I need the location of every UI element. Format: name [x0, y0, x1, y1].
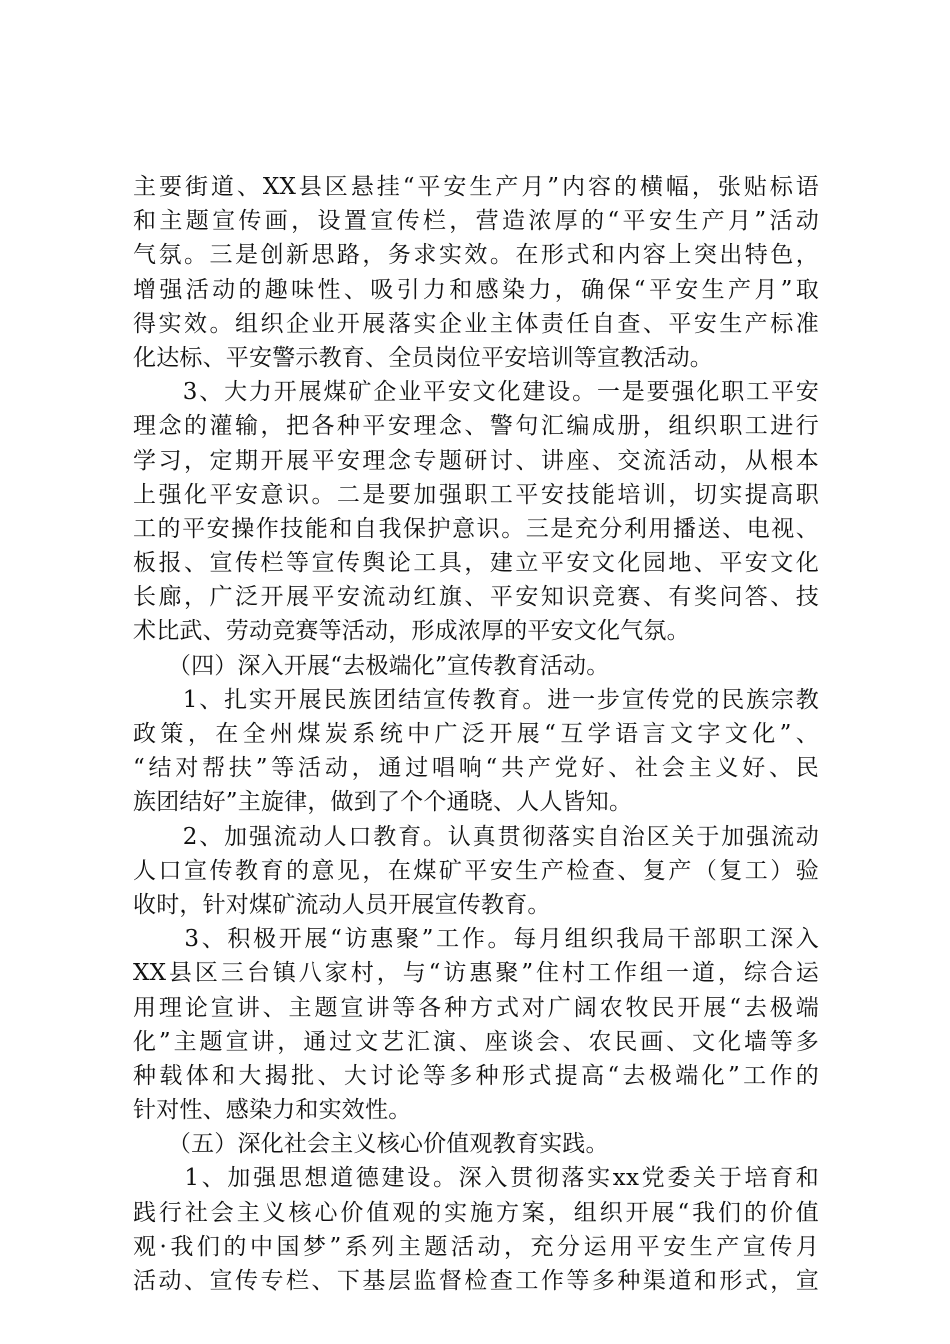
text-line: 主要街道、XX县区悬挂“平安生产月”内容的横幅，张贴标语 [133, 174, 819, 200]
text-line: 长廊，广泛开展平安流动红旗、平安知识竞赛、有奖问答、技 [133, 584, 819, 611]
text-line: 人口宣传教育的意见，在煤矿平安生产检查、复产（复工）验 [133, 857, 819, 884]
text-line: （五）深化社会主义核心价值观教育实践。 [133, 1131, 609, 1158]
text-line: 践行社会主义核心价值观的实施方案，组织开展“我们的价值 [133, 1199, 819, 1226]
text-line: 和主题宣传画，设置宣传栏，营造浓厚的“平安生产月”活动 [133, 208, 819, 235]
text-line: 1、扎实开展民族团结宣传教育。进一步宣传党的民族宗教 [133, 686, 819, 713]
text-line: （四）深入开展“去极端化”宣传教育活动。 [133, 652, 610, 679]
text-line: “结对帮扶”等活动，通过唱响“共产党好、社会主义好、民 [133, 755, 819, 782]
text-line: 族团结好”主旋律，做到了个个通晓、人人皆知。 [133, 789, 633, 816]
text-line: 3、大力开展煤矿企业平安文化建设。一是要强化职工平安 [133, 379, 819, 406]
text-line: 1、加强思想道德建设。深入贯彻落实xx党委关于培育和 [133, 1165, 819, 1192]
text-line: XX县区三台镇八家村，与“访惠聚”住村工作组一道，综合运 [133, 960, 819, 987]
text-line: 2、加强流动人口教育。认真贯彻落实自治区关于加强流动 [133, 823, 819, 850]
text-line: 活动、宣传专栏、下基层监督检查工作等多种渠道和形式，宣 [133, 1268, 819, 1294]
text-line: 化达标、平安警示教育、全员岗位平安培训等宣教活动。 [133, 344, 713, 371]
text-line: 针对性、感染力和实效性。 [133, 1097, 412, 1124]
text-line: 气氛。三是创新思路，务求实效。在形式和内容上突出特色， [133, 242, 819, 269]
text-line: 政策，在全州煤炭系统中广泛开展“互学语言文字文化”、 [133, 721, 819, 747]
text-line: 上强化平安意识。二是要加强职工平安技能培训，切实提高职 [133, 481, 819, 508]
text-line: 观·我们的中国梦”系列主题活动，充分运用平安生产宣传月 [133, 1233, 819, 1260]
text-line: 种载体和大揭批、大讨论等多种形式提高“去极端化”工作的 [133, 1062, 819, 1089]
text-line: 术比武、劳动竞赛等活动，形成浓厚的平安文化气氛。 [133, 618, 690, 645]
text-line: 板报、宣传栏等宣传舆论工具，建立平安文化园地、平安文化 [133, 550, 819, 577]
text-line: 用理论宣讲、主题宣讲等各种方式对广阔农牧民开展“去极端 [133, 994, 819, 1021]
text-line: 化”主题宣讲，通过文艺汇演、座谈会、农民画、文化墙等多 [133, 1028, 819, 1055]
text-line: 收时，针对煤矿流动人员开展宣传教育。 [133, 891, 551, 918]
text-line: 增强活动的趣味性、吸引力和感染力，确保“平安生产月”取 [133, 276, 819, 303]
text-line: 学习，定期开展平安理念专题研讨、讲座、交流活动，从根本 [133, 447, 819, 474]
text-line: 工的平安操作技能和自我保护意识。三是充分利用播送、电视、 [133, 515, 819, 542]
text-line: 得实效。组织企业开展落实企业主体责任自查、平安生产标准 [133, 310, 819, 337]
document-body [133, 170, 819, 1298]
text-line: 3、积极开展“访惠聚”工作。每月组织我局干部职工深入 [133, 926, 819, 953]
text-line: 理念的灌输，把各种平安理念、警句汇编成册，组织职工进行 [133, 413, 819, 440]
